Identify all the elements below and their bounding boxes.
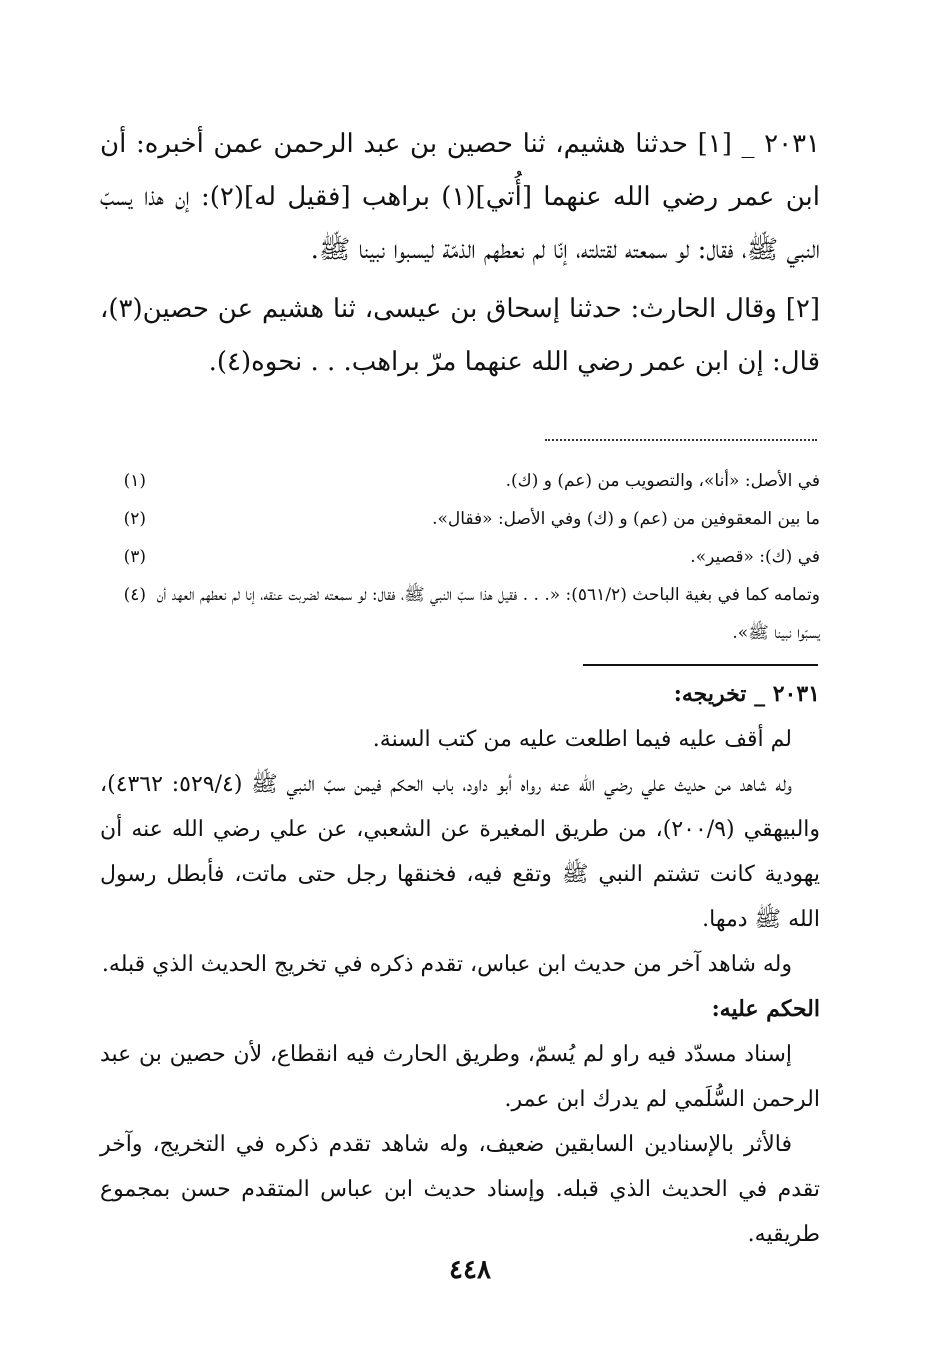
hadith-paragraph-1: ٢٠٣١ _ [١] حدثنا هشيم، ثنا حصين بن عبد الرحمن عمن أخبره: أن ابن عمر رضي الله عنهما [أُتي](١) براهب [فقيل له](٢): إن هذا يسبّ النبي ﷺ، فقال: لو سمعته لقتلته، إنّا لم نعطهم الذمّة ليسبوا نبينا ﷺ. (100, 129, 820, 265)
footnote-number: (٢) (123, 509, 146, 529)
footnote-text: في (ك): «قصير». (690, 547, 820, 567)
takhrij-paragraph-2: وله شاهد من حديث علي رضي الله عنه رواه أبو داود، باب الحكم فيمن سبّ النبي ﷺ (٥٢٩/٤: ٤٣٦٢)، والبيهقي (٢٠٠/٩)، من طريق المغيرة عن الشعبي، عن علي رضي الله عنه أن يهودية كانت تشتم النبي ﷺ وتقع فيه، فخنقها رجل حتى ماتت، فأبطل رسول الله ﷺ دمها. (100, 772, 821, 932)
footnote-number: (٤) (123, 585, 146, 605)
footnote-text: وتمامه كما في بغية الباحث (٥٦١/٢): «. . . فقيل هذا سبّ النبي ﷺ، فقال: لو سمعته لضربت عنقه، إنا لم نعطهم العهد أن يسبّوا نبينا ﷺ». (156, 585, 820, 643)
hukm-paragraph-1: إسناد مسدّد فيه راو لم يُسمّ، وطريق الحارث فيه انقطاع، لأن حصين بن عبد الرحمن السُّلَمي لم يدرك ابن عمر. (100, 1042, 820, 1112)
footnote-4 (100, 576, 820, 652)
footnotes (100, 462, 820, 652)
footnote-number: (٣) (123, 547, 146, 567)
footnote-separator (545, 435, 817, 441)
hadith-paragraph-2: [٢] وقال الحارث: حدثنا إسحاق بن عيسى، ثنا هشيم عن حصين(٣)، قال: إن ابن عمر رضي الله عنهما مرّ براهب. . . نحوه(٤). (100, 294, 820, 377)
hukm-paragraph-2: فالأثر بالإسنادين السابقين ضعيف، وله شاهد تقدم ذكره في التخريج، وآخر تقدم في الحديث الذي قبله. وإسناد حديث ابن عباس المتقدم حسن بمجموع طريقيه. (100, 1132, 820, 1247)
takhrij-paragraph-1: لم أقف عليه فيما اطلعت عليه من كتب السنة. (372, 727, 792, 752)
hukm-heading: الحكم عليه: (711, 996, 820, 1022)
takhrij-heading: ٢٠٣١ _ تخريجه: (673, 681, 820, 707)
footnote-2 (100, 500, 820, 538)
footnote-text: ما بين المعقوفين من (عم) و (ك) وفي الأصل: «فقال». (432, 509, 820, 529)
footnote-3 (100, 538, 820, 576)
footnote-text: في الأصل: «أنا»، والتصويب من (عم) و (ك). (505, 471, 820, 491)
footnote-number: (١) (123, 471, 146, 491)
takhrij-paragraph-3: وله شاهد آخر من حديث ابن عباس، تقدم ذكره في تخريج الحديث الذي قبله. (101, 952, 792, 977)
hadith-text (100, 118, 820, 389)
footnote-1 (100, 462, 820, 500)
takhrij-section (100, 672, 820, 1257)
page-number: ٤٤٨ (449, 1255, 491, 1285)
section-divider (583, 664, 818, 666)
